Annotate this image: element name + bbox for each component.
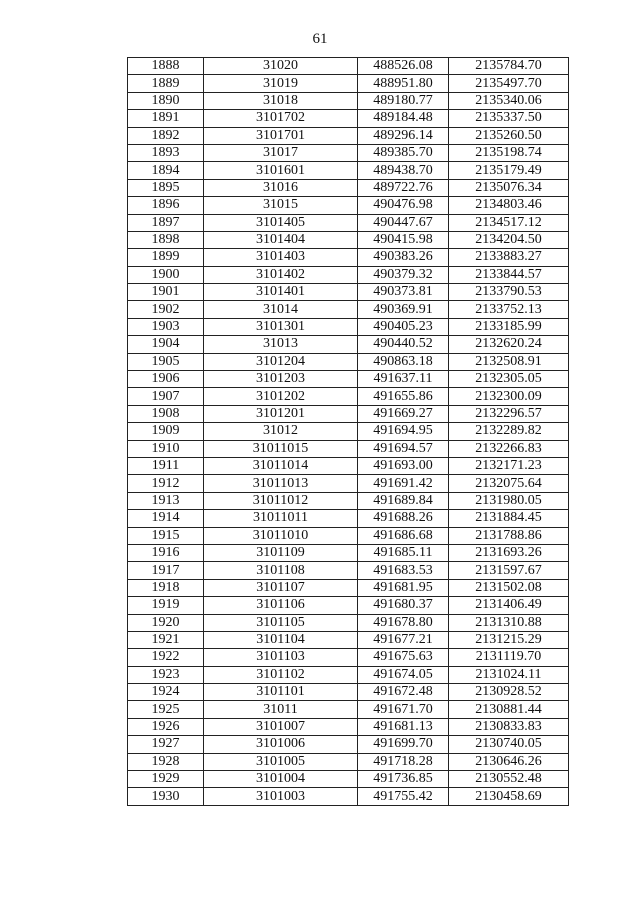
table-row <box>128 266 569 283</box>
y-coordinate-cell: 2135337.50 <box>449 110 569 127</box>
x-coordinate-cell: 490476.98 <box>358 197 449 214</box>
y-coordinate-cell: 2130552.48 <box>449 771 569 788</box>
point-id-cell: 3101106 <box>204 597 358 614</box>
y-coordinate-cell: 2133844.57 <box>449 266 569 283</box>
point-id-cell: 3101104 <box>204 631 358 648</box>
point-id-cell: 31011012 <box>204 492 358 509</box>
point-id-cell: 3101204 <box>204 353 358 370</box>
table-row <box>128 684 569 701</box>
y-coordinate-cell: 2134803.46 <box>449 197 569 214</box>
y-coordinate-cell: 2132305.05 <box>449 371 569 388</box>
y-coordinate-cell: 2130881.44 <box>449 701 569 718</box>
row-number-cell: 1890 <box>128 92 204 109</box>
row-number-cell: 1927 <box>128 736 204 753</box>
row-number-cell: 1888 <box>128 58 204 75</box>
table-row <box>128 492 569 509</box>
row-number-cell: 1929 <box>128 771 204 788</box>
x-coordinate-cell: 489184.48 <box>358 110 449 127</box>
x-coordinate-cell: 491685.11 <box>358 544 449 561</box>
row-number-cell: 1906 <box>128 371 204 388</box>
row-number-cell: 1901 <box>128 284 204 301</box>
x-coordinate-cell: 491674.05 <box>358 666 449 683</box>
y-coordinate-cell: 2131884.45 <box>449 510 569 527</box>
point-id-cell: 3101701 <box>204 127 358 144</box>
table-row <box>128 371 569 388</box>
y-coordinate-cell: 2130833.83 <box>449 718 569 735</box>
row-number-cell: 1898 <box>128 231 204 248</box>
row-number-cell: 1891 <box>128 110 204 127</box>
row-number-cell: 1905 <box>128 353 204 370</box>
x-coordinate-cell: 490369.91 <box>358 301 449 318</box>
x-coordinate-cell: 491736.85 <box>358 771 449 788</box>
table-row <box>128 92 569 109</box>
x-coordinate-cell: 491755.42 <box>358 788 449 805</box>
x-coordinate-cell: 490405.23 <box>358 318 449 335</box>
row-number-cell: 1899 <box>128 249 204 266</box>
table-row <box>128 736 569 753</box>
table-row <box>128 701 569 718</box>
y-coordinate-cell: 2132508.91 <box>449 353 569 370</box>
row-number-cell: 1897 <box>128 214 204 231</box>
x-coordinate-cell: 491681.95 <box>358 579 449 596</box>
row-number-cell: 1922 <box>128 649 204 666</box>
table-row <box>128 753 569 770</box>
x-coordinate-cell: 491683.53 <box>358 562 449 579</box>
y-coordinate-cell: 2132171.23 <box>449 457 569 474</box>
x-coordinate-cell: 490440.52 <box>358 336 449 353</box>
table-row <box>128 214 569 231</box>
point-id-cell: 3101004 <box>204 771 358 788</box>
row-number-cell: 1914 <box>128 510 204 527</box>
table-row <box>128 631 569 648</box>
row-number-cell: 1921 <box>128 631 204 648</box>
point-id-cell: 3101003 <box>204 788 358 805</box>
table-row <box>128 127 569 144</box>
row-number-cell: 1910 <box>128 440 204 457</box>
x-coordinate-cell: 489438.70 <box>358 162 449 179</box>
point-id-cell: 31011011 <box>204 510 358 527</box>
point-id-cell: 3101107 <box>204 579 358 596</box>
coordinates-table-body <box>128 58 569 806</box>
point-id-cell: 3101403 <box>204 249 358 266</box>
row-number-cell: 1904 <box>128 336 204 353</box>
x-coordinate-cell: 490415.98 <box>358 231 449 248</box>
x-coordinate-cell: 491689.84 <box>358 492 449 509</box>
row-number-cell: 1903 <box>128 318 204 335</box>
x-coordinate-cell: 489180.77 <box>358 92 449 109</box>
table-row <box>128 388 569 405</box>
row-number-cell: 1919 <box>128 597 204 614</box>
point-id-cell: 3101105 <box>204 614 358 631</box>
table-row <box>128 179 569 196</box>
table-row <box>128 318 569 335</box>
y-coordinate-cell: 2131502.08 <box>449 579 569 596</box>
row-number-cell: 1918 <box>128 579 204 596</box>
x-coordinate-cell: 490447.67 <box>358 214 449 231</box>
table-row <box>128 718 569 735</box>
row-number-cell: 1900 <box>128 266 204 283</box>
y-coordinate-cell: 2130646.26 <box>449 753 569 770</box>
x-coordinate-cell: 491694.57 <box>358 440 449 457</box>
x-coordinate-cell: 490863.18 <box>358 353 449 370</box>
table-row <box>128 649 569 666</box>
y-coordinate-cell: 2134204.50 <box>449 231 569 248</box>
row-number-cell: 1917 <box>128 562 204 579</box>
point-id-cell: 3101301 <box>204 318 358 335</box>
table-row <box>128 249 569 266</box>
y-coordinate-cell: 2132266.83 <box>449 440 569 457</box>
x-coordinate-cell: 491637.11 <box>358 371 449 388</box>
table-row <box>128 562 569 579</box>
row-number-cell: 1896 <box>128 197 204 214</box>
table-row <box>128 144 569 161</box>
x-coordinate-cell: 491693.00 <box>358 457 449 474</box>
x-coordinate-cell: 491686.68 <box>358 527 449 544</box>
row-number-cell: 1926 <box>128 718 204 735</box>
point-id-cell: 31014 <box>204 301 358 318</box>
x-coordinate-cell: 491677.21 <box>358 631 449 648</box>
row-number-cell: 1892 <box>128 127 204 144</box>
row-number-cell: 1902 <box>128 301 204 318</box>
x-coordinate-cell: 491694.95 <box>358 423 449 440</box>
point-id-cell: 31017 <box>204 144 358 161</box>
x-coordinate-cell: 491655.86 <box>358 388 449 405</box>
y-coordinate-cell: 2130928.52 <box>449 684 569 701</box>
row-number-cell: 1925 <box>128 701 204 718</box>
point-id-cell: 3101601 <box>204 162 358 179</box>
coordinates-table <box>127 57 569 806</box>
y-coordinate-cell: 2131980.05 <box>449 492 569 509</box>
x-coordinate-cell: 490379.32 <box>358 266 449 283</box>
table-row <box>128 336 569 353</box>
point-id-cell: 3101103 <box>204 649 358 666</box>
x-coordinate-cell: 489385.70 <box>358 144 449 161</box>
row-number-cell: 1894 <box>128 162 204 179</box>
table-row <box>128 58 569 75</box>
y-coordinate-cell: 2132296.57 <box>449 405 569 422</box>
y-coordinate-cell: 2131788.86 <box>449 527 569 544</box>
y-coordinate-cell: 2133752.13 <box>449 301 569 318</box>
x-coordinate-cell: 491672.48 <box>358 684 449 701</box>
point-id-cell: 3101202 <box>204 388 358 405</box>
point-id-cell: 3101006 <box>204 736 358 753</box>
table-row <box>128 423 569 440</box>
row-number-cell: 1930 <box>128 788 204 805</box>
y-coordinate-cell: 2133883.27 <box>449 249 569 266</box>
x-coordinate-cell: 490383.26 <box>358 249 449 266</box>
table-row <box>128 353 569 370</box>
y-coordinate-cell: 2131310.88 <box>449 614 569 631</box>
y-coordinate-cell: 2135260.50 <box>449 127 569 144</box>
point-id-cell: 3101405 <box>204 214 358 231</box>
row-number-cell: 1924 <box>128 684 204 701</box>
table-row <box>128 614 569 631</box>
x-coordinate-cell: 491688.26 <box>358 510 449 527</box>
point-id-cell: 3101702 <box>204 110 358 127</box>
y-coordinate-cell: 2131406.49 <box>449 597 569 614</box>
point-id-cell: 3101109 <box>204 544 358 561</box>
x-coordinate-cell: 491675.63 <box>358 649 449 666</box>
row-number-cell: 1920 <box>128 614 204 631</box>
table-row <box>128 440 569 457</box>
row-number-cell: 1908 <box>128 405 204 422</box>
point-id-cell: 31011013 <box>204 475 358 492</box>
row-number-cell: 1912 <box>128 475 204 492</box>
y-coordinate-cell: 2134517.12 <box>449 214 569 231</box>
point-id-cell: 31011 <box>204 701 358 718</box>
x-coordinate-cell: 488951.80 <box>358 75 449 92</box>
row-number-cell: 1907 <box>128 388 204 405</box>
table-row <box>128 301 569 318</box>
page-number: 61 <box>312 31 328 47</box>
table-row <box>128 666 569 683</box>
x-coordinate-cell: 491680.37 <box>358 597 449 614</box>
table-row <box>128 475 569 492</box>
y-coordinate-cell: 2130740.05 <box>449 736 569 753</box>
x-coordinate-cell: 491699.70 <box>358 736 449 753</box>
y-coordinate-cell: 2130458.69 <box>449 788 569 805</box>
row-number-cell: 1895 <box>128 179 204 196</box>
table-row <box>128 771 569 788</box>
point-id-cell: 3101404 <box>204 231 358 248</box>
table-row <box>128 197 569 214</box>
y-coordinate-cell: 2132300.09 <box>449 388 569 405</box>
y-coordinate-cell: 2135076.34 <box>449 179 569 196</box>
table-row <box>128 405 569 422</box>
point-id-cell: 31011010 <box>204 527 358 544</box>
point-id-cell: 3101005 <box>204 753 358 770</box>
y-coordinate-cell: 2135784.70 <box>449 58 569 75</box>
table-row <box>128 231 569 248</box>
table-row <box>128 110 569 127</box>
row-number-cell: 1916 <box>128 544 204 561</box>
table-row <box>128 544 569 561</box>
y-coordinate-cell: 2131119.70 <box>449 649 569 666</box>
y-coordinate-cell: 2131597.67 <box>449 562 569 579</box>
y-coordinate-cell: 2135340.06 <box>449 92 569 109</box>
point-id-cell: 3101101 <box>204 684 358 701</box>
point-id-cell: 3101401 <box>204 284 358 301</box>
point-id-cell: 31020 <box>204 58 358 75</box>
point-id-cell: 31019 <box>204 75 358 92</box>
point-id-cell: 31011015 <box>204 440 358 457</box>
table-row <box>128 788 569 805</box>
y-coordinate-cell: 2131215.29 <box>449 631 569 648</box>
point-id-cell: 3101007 <box>204 718 358 735</box>
point-id-cell: 31013 <box>204 336 358 353</box>
y-coordinate-cell: 2131693.26 <box>449 544 569 561</box>
y-coordinate-cell: 2132075.64 <box>449 475 569 492</box>
row-number-cell: 1893 <box>128 144 204 161</box>
x-coordinate-cell: 491681.13 <box>358 718 449 735</box>
table-row <box>128 510 569 527</box>
row-number-cell: 1909 <box>128 423 204 440</box>
row-number-cell: 1923 <box>128 666 204 683</box>
row-number-cell: 1928 <box>128 753 204 770</box>
point-id-cell: 3101201 <box>204 405 358 422</box>
y-coordinate-cell: 2131024.11 <box>449 666 569 683</box>
point-id-cell: 31015 <box>204 197 358 214</box>
x-coordinate-cell: 489722.76 <box>358 179 449 196</box>
y-coordinate-cell: 2133185.99 <box>449 318 569 335</box>
row-number-cell: 1915 <box>128 527 204 544</box>
table-row <box>128 527 569 544</box>
table-row <box>128 597 569 614</box>
x-coordinate-cell: 491718.28 <box>358 753 449 770</box>
table-row <box>128 75 569 92</box>
row-number-cell: 1889 <box>128 75 204 92</box>
table-row <box>128 579 569 596</box>
y-coordinate-cell: 2133790.53 <box>449 284 569 301</box>
table-row <box>128 284 569 301</box>
x-coordinate-cell: 491669.27 <box>358 405 449 422</box>
point-id-cell: 31018 <box>204 92 358 109</box>
point-id-cell: 31016 <box>204 179 358 196</box>
y-coordinate-cell: 2135179.49 <box>449 162 569 179</box>
point-id-cell: 3101108 <box>204 562 358 579</box>
point-id-cell: 3101402 <box>204 266 358 283</box>
row-number-cell: 1911 <box>128 457 204 474</box>
x-coordinate-cell: 491691.42 <box>358 475 449 492</box>
y-coordinate-cell: 2132289.82 <box>449 423 569 440</box>
table-row <box>128 457 569 474</box>
point-id-cell: 31011014 <box>204 457 358 474</box>
y-coordinate-cell: 2132620.24 <box>449 336 569 353</box>
table-row <box>128 162 569 179</box>
point-id-cell: 3101102 <box>204 666 358 683</box>
x-coordinate-cell: 491671.70 <box>358 701 449 718</box>
y-coordinate-cell: 2135198.74 <box>449 144 569 161</box>
x-coordinate-cell: 488526.08 <box>358 58 449 75</box>
row-number-cell: 1913 <box>128 492 204 509</box>
x-coordinate-cell: 490373.81 <box>358 284 449 301</box>
y-coordinate-cell: 2135497.70 <box>449 75 569 92</box>
point-id-cell: 3101203 <box>204 371 358 388</box>
x-coordinate-cell: 489296.14 <box>358 127 449 144</box>
x-coordinate-cell: 491678.80 <box>358 614 449 631</box>
point-id-cell: 31012 <box>204 423 358 440</box>
